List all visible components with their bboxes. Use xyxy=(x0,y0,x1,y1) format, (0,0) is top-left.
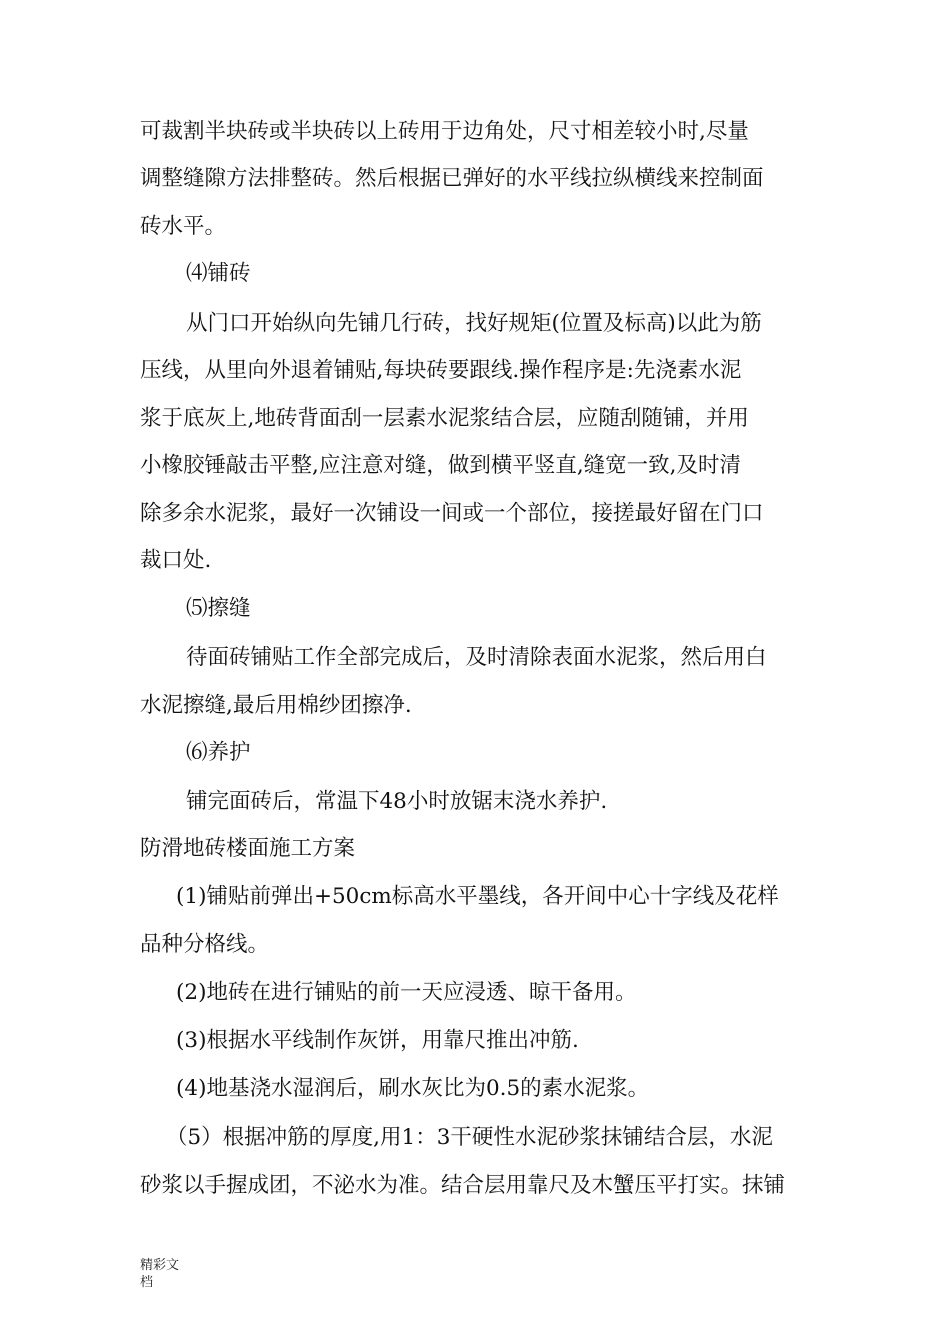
text-line: 浆于底灰上,地砖背面刮一层素水泥浆结合层，应随刮随铺，并用 xyxy=(140,406,749,431)
section-heading: ⑷铺砖 xyxy=(186,261,251,286)
document-heading: 防滑地砖楼面施工方案 xyxy=(140,836,356,861)
list-item: (1)铺贴前弹出+50cm标高水平墨线，各开间中心十字线及花样 xyxy=(176,884,779,909)
list-item: (4)地基浇水湿润后，刷水灰比为0.5的素水泥浆。 xyxy=(176,1076,650,1101)
section-heading: ⑸擦缝 xyxy=(186,596,251,621)
text-line: 可裁割半块砖或半块砖以上砖用于边角处，尺寸相差较小时,尽量 xyxy=(140,119,749,144)
text-line: 铺完面砖后，常温下48小时放锯末浇水养护. xyxy=(186,789,608,814)
footer-text: 精彩文 xyxy=(140,1258,180,1273)
text-line: 除多余水泥浆，最好一次铺设一间或一个部位，接搓最好留在门口 xyxy=(140,501,764,526)
footer-text: 档 xyxy=(140,1275,154,1290)
list-item: （5）根据冲筋的厚度,用1：3干硬性水泥砂浆抹铺结合层，水泥 xyxy=(166,1125,773,1150)
list-item: (2)地砖在进行铺贴的前一天应浸透、晾干备用。 xyxy=(176,980,637,1005)
text-line: 砂浆以手握成团，不泌水为准。结合层用靠尺及木蟹压平打实。抹铺 xyxy=(140,1173,786,1198)
list-item: (3)根据水平线制作灰饼，用靠尺推出冲筋. xyxy=(176,1028,579,1053)
text-line: 砖水平。 xyxy=(140,214,227,239)
section-heading: ⑹养护 xyxy=(186,740,251,765)
text-line: 水泥擦缝,最后用棉纱团擦净. xyxy=(140,693,412,718)
text-line: 待面砖铺贴工作全部完成后，及时清除表面水泥浆，然后用白 xyxy=(186,645,767,670)
text-line: 裁口处. xyxy=(140,548,212,573)
text-line: 从门口开始纵向先铺几行砖，找好规矩(位置及标高)以此为筋 xyxy=(186,311,762,336)
text-line: 调整缝隙方法排整砖。然后根据已弹好的水平线拉纵横线来控制面 xyxy=(140,166,764,191)
text-line: 品种分格线。 xyxy=(140,932,270,957)
text-line: 小橡胶锤敲击平整,应注意对缝，做到横平竖直,缝宽一致,及时清 xyxy=(140,453,742,478)
text-line: 压线，从里向外退着铺贴,每块砖要跟线.操作程序是:先浇素水泥 xyxy=(140,358,742,383)
